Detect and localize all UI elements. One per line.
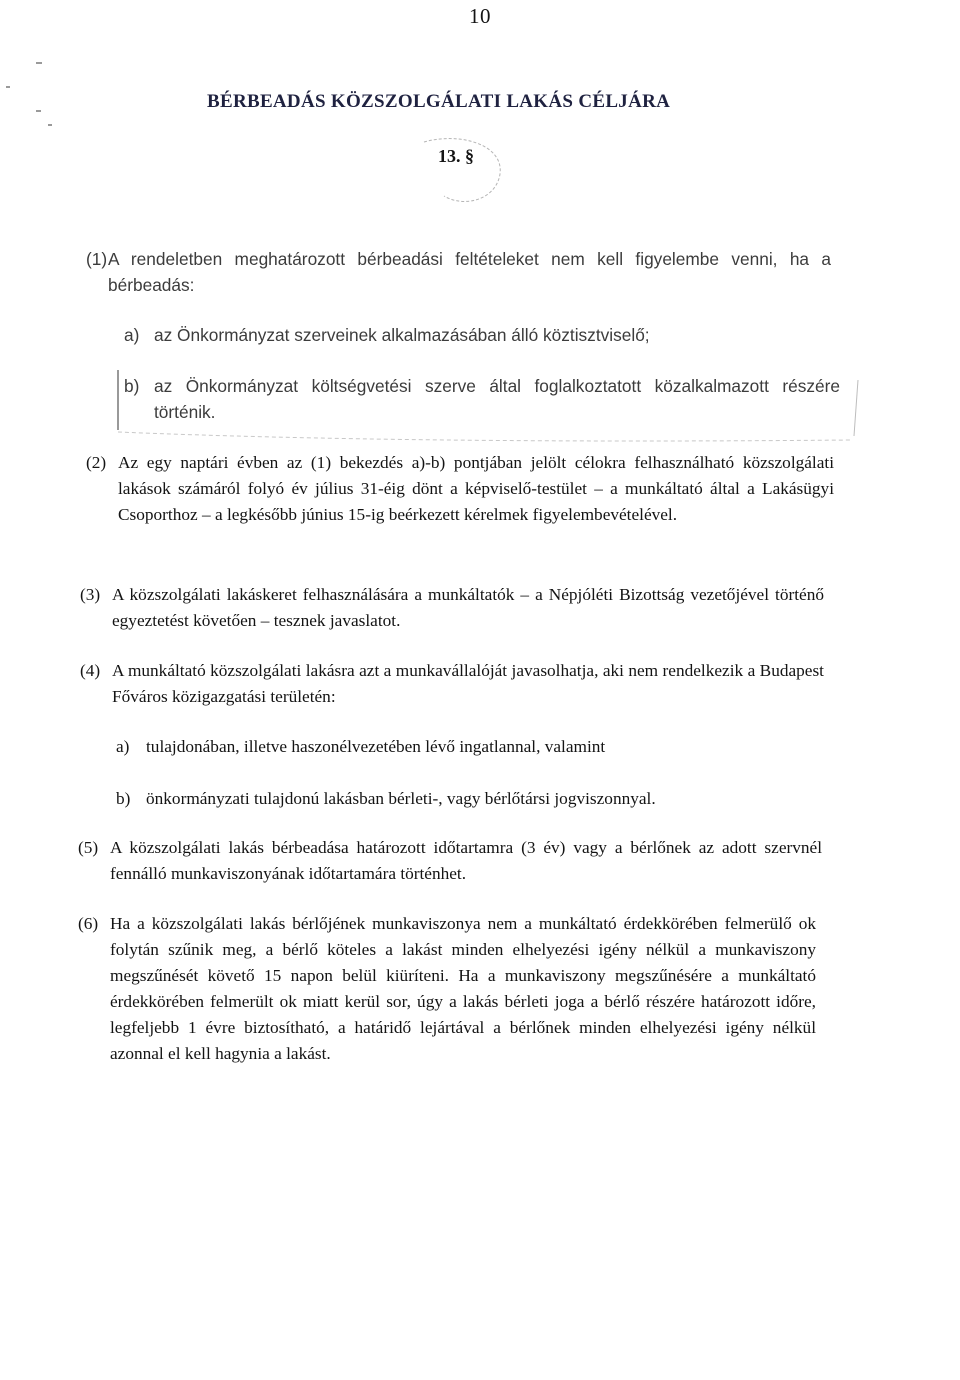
paragraph-number: (1) (86, 249, 108, 269)
paragraph-4-item-a (116, 734, 816, 760)
paragraph-text: A rendeletben meghatározott bérbeadási feltételeket nem kell figyelembe venni, ha a bérbeadás: (108, 249, 831, 295)
paragraph-4-item-b (116, 786, 816, 812)
item-text: az Önkormányzat költségvetési szerve által foglalkoztatott közalkalmazott részére történik. (154, 376, 840, 422)
paragraph-number: (3) (80, 585, 101, 604)
item-label: a) (124, 325, 140, 345)
scan-speck (36, 110, 41, 112)
paragraph-number: (6) (78, 914, 99, 933)
item-label: b) (124, 376, 140, 396)
page-title: BÉRBEADÁS KÖZSZOLGÁLATI LAKÁS CÉLJÁRA (207, 91, 671, 112)
scan-speck (6, 86, 10, 88)
item-label: b) (116, 789, 131, 808)
scan-speck (48, 124, 52, 126)
scan-bracket-mark (110, 360, 870, 450)
paragraph-number: (5) (78, 838, 99, 857)
paragraph-2 (86, 450, 834, 528)
section-heading: 13. § (438, 146, 474, 166)
paragraph-number: (2) (86, 453, 107, 472)
paragraph-text: A közszolgálati lakás bérbeadása határozott időtartamra (3 év) vagy a bérlőnek az adott szervnél fennálló munkaviszonyának időtartamára történhet. (110, 838, 822, 883)
paragraph-4 (80, 658, 824, 710)
page-number: 10 (469, 4, 491, 28)
paragraph-text: A közszolgálati lakáskeret felhasználására a munkáltatók – a Népjóléti Bizottság vezetőjével történő egyeztetést követően – tesznek javaslatot. (112, 585, 824, 630)
paragraph-text: Ha a közszolgálati lakás bérlőjének munkaviszonya nem a munkáltató érdekkörében felmerülő ok folytán szűnik meg, a bérlő köteles a lakást minden elhelyezési igény nélkül a munkaviszony megszűnését követő 15 napon belül kiüríteni. Ha a munkaviszony megszűnésére a munkáltató érdekkörében felmerült ok miatt kerül sor, úgy a lakás bérleti joga a bérlő részére határozott időre, legfeljebb 1 évre biztosítható, a határidő lejártával a bérlőnek minden elhelyezési igény nélkül azonnal el kell hagynia a lakást. (110, 914, 816, 1063)
paragraph-number: (4) (80, 661, 101, 680)
paragraph-3 (80, 582, 824, 634)
item-text: az Önkormányzat szerveinek alkalmazásában álló köztisztviselő; (154, 325, 650, 345)
paragraph-5 (78, 835, 822, 887)
paragraph-text: Az egy naptári évben az (1) bekezdés a)-b) pontjában jelölt célokra felhasználható közszolgálati lakások számáról folyó év július 31-éig dönt a képviselő-testület – a munkáltató által a Lakásügyi Csoporthoz – a legkésőbb június 15-ig beérkezett kérelmek figyelembevételével. (118, 453, 834, 524)
item-text: önkormányzati tulajdonú lakásban bérleti-, vagy bérlőtársi jogviszonnyal. (146, 789, 656, 808)
item-label: a) (116, 737, 130, 756)
paragraph-1 (86, 246, 831, 298)
paragraph-text: A munkáltató közszolgálati lakásra azt a munkavállalóját javasolhatja, aki nem rendelkezik a Budapest Főváros közigazgatási területén: (112, 661, 824, 706)
item-text: tulajdonában, illetve haszonélvezetében lévő ingatlannal, valamint (146, 737, 606, 756)
scan-speck (36, 62, 42, 64)
paragraph-6 (78, 911, 816, 1067)
paragraph-1-item-a (124, 322, 844, 348)
